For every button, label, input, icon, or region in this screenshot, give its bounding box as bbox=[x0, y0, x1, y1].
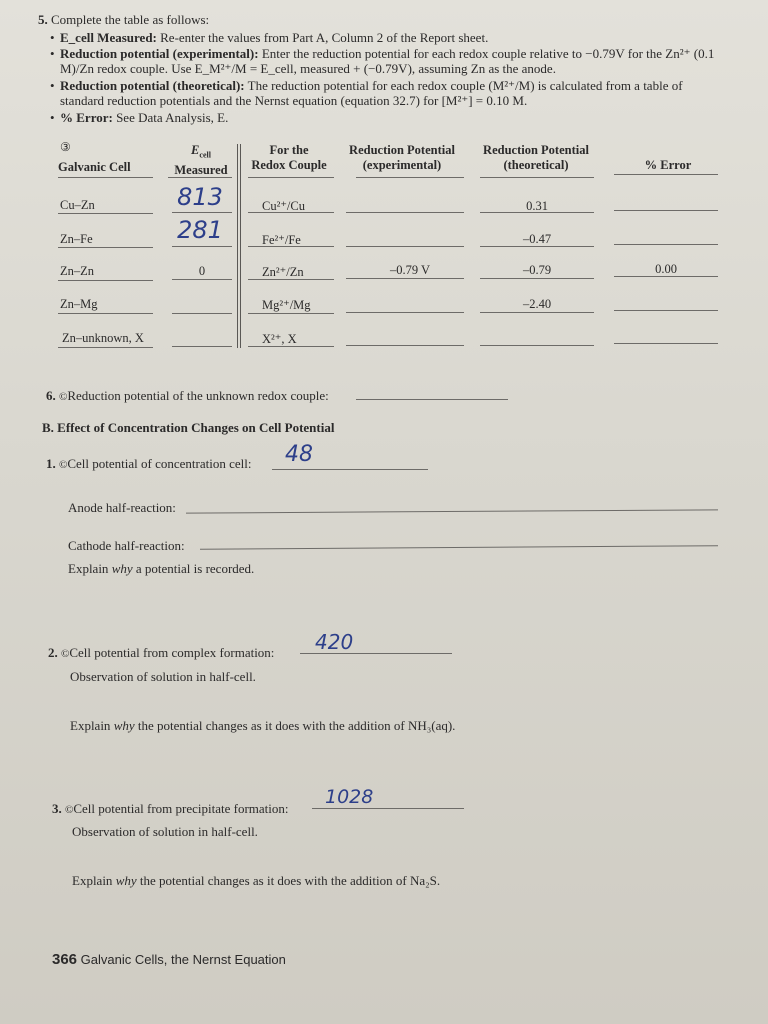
page-number: 366 bbox=[52, 951, 78, 968]
answer-line bbox=[300, 653, 452, 654]
chapter-title: Galvanic Cells, the Nernst Equation bbox=[80, 952, 286, 967]
answer-line bbox=[272, 469, 428, 470]
cathode-label: Cathode half-reaction: bbox=[68, 538, 185, 553]
header-redox-couple: For the Redox Couple bbox=[251, 143, 327, 172]
question-6: 6. ©Reduction potential of the unknown redox couple: bbox=[46, 388, 329, 403]
bullet-error: • % Error: See Data Analysis, E. bbox=[50, 110, 229, 125]
answer-line bbox=[356, 399, 508, 400]
explain-b3: Explain why the potential changes as it does with the addition of Na₂S. bbox=[72, 873, 441, 888]
handwritten-answer: 48 bbox=[285, 442, 313, 467]
section-b-title: B. Effect of Concentration Changes on Cell Potential bbox=[42, 420, 335, 435]
question-b1: 1. ©Cell potential of concentration cell: bbox=[46, 456, 252, 471]
handwritten-measured: 813 bbox=[177, 183, 223, 211]
section-intro: Complete the table as follows: bbox=[51, 12, 210, 27]
worksheet-page: 5. Complete the table as follows: • E_cell Measured: Re-enter the values from Part A, Column 2 of the Report sheet. • Reduction potential (experimental): Enter the reduction potential for each redox couple relative to −0.79V for the Zn²⁺ (0.1 M)/Zn redox couple. Use E_M²⁺/M = E_cell, measured + (−0.79V), assuming Zn as the anode. • Reduction potential (theoretical): The reduction potential for each redox couple (M²⁺/M) is calculated from a table of standard reduction potentials and the Nernst equation (equation 32.7) for [M²⁺] = 0.10 M. • % Error: See Data Analysis, E. ③ Galvanic Cell $E_{cell}$ Measured For the Redox Couple Reduction Potential (experimental) Reduction Potential (theoretical) % Error Cu–Zn 813 Cu²⁺/Cu 0.31 Zn–Fe 281 Fe²⁺/Fe –0.47 Zn–Zn 0 Zn²⁺/Zn –0.79 V –0.79 0.00 Zn–Mg Mg²⁺/Mg –2.40 Zn–unknown, X X²⁺, X 6. ©Reduction potential of the unknown redox couple: B. Effect of Concentration Changes on Cell Potential 1. ©Cell potential of concentration cell: 48 Anode half-reaction: Cathode half-reaction: Explain why a potential is recorded. 2. ©Cell potential from complex formation: 420 Observation of solution in half-cell. Explain why the potential changes as it does with the addition of NH₃(aq). 3. ©Cell potential from precipitate formation: 1028 Observation of solution in half-cell. Explain why the potential changes as it does with the addition of Na₂S. 366 Galvanic Cells, the Nernst Equation bbox=[0, 0, 768, 1024]
table-marker: ③ bbox=[60, 140, 71, 154]
explain-b1: Explain why a potential is recorded. bbox=[68, 561, 255, 576]
bullet-experimental: • Reduction potential (experimental): Enter the reduction potential for each redox couple relative to −0.79V for the Zn²⁺ (0.1 M)/Zn redox couple. Use E_M²⁺/M = E_cell, measured + (−0.79V), assuming Zn as the anode. bbox=[50, 46, 715, 76]
observation-b3: Observation of solution in half-cell. bbox=[72, 824, 258, 839]
page-footer bbox=[52, 951, 286, 968]
section-number: 5. bbox=[38, 12, 48, 27]
handwritten-answer: 420 bbox=[315, 630, 354, 654]
column-divider bbox=[237, 144, 238, 348]
anode-label: Anode half-reaction: bbox=[68, 500, 176, 515]
header-experimental: Reduction Potential (experimental) bbox=[349, 143, 455, 172]
header-theoretical: Reduction Potential (theoretical) bbox=[483, 143, 589, 172]
header-error: % Error bbox=[644, 158, 692, 172]
bullet-theoretical: • Reduction potential (theoretical): The reduction potential for each redox couple (M²⁺/M) is calculated from a table of standard reduction potentials and the Nernst equation (equation 32.7) for [M²⁺] = 0.10 M. bbox=[50, 78, 683, 108]
question-b3: 3. ©Cell potential from precipitate formation: bbox=[52, 801, 289, 816]
section-5-heading bbox=[38, 12, 209, 27]
answer-line bbox=[200, 545, 718, 550]
header-ecell: $E_{cell}$ Measured bbox=[174, 143, 228, 177]
answer-line bbox=[312, 808, 464, 809]
handwritten-measured: 281 bbox=[177, 216, 223, 244]
explain-b2: Explain why the potential changes as it does with the addition of NH₃(aq). bbox=[70, 718, 456, 733]
bullet-ecell: • E_cell Measured: Re-enter the values from Part A, Column 2 of the Report sheet. bbox=[50, 30, 489, 45]
handwritten-answer: 1028 bbox=[325, 786, 374, 808]
header-galvanic-cell: Galvanic Cell bbox=[58, 160, 131, 174]
column-divider bbox=[240, 144, 241, 348]
observation-b2: Observation of solution in half-cell. bbox=[70, 669, 256, 684]
answer-line bbox=[186, 509, 718, 513]
question-b2: 2. ©Cell potential from complex formation: bbox=[48, 645, 275, 660]
